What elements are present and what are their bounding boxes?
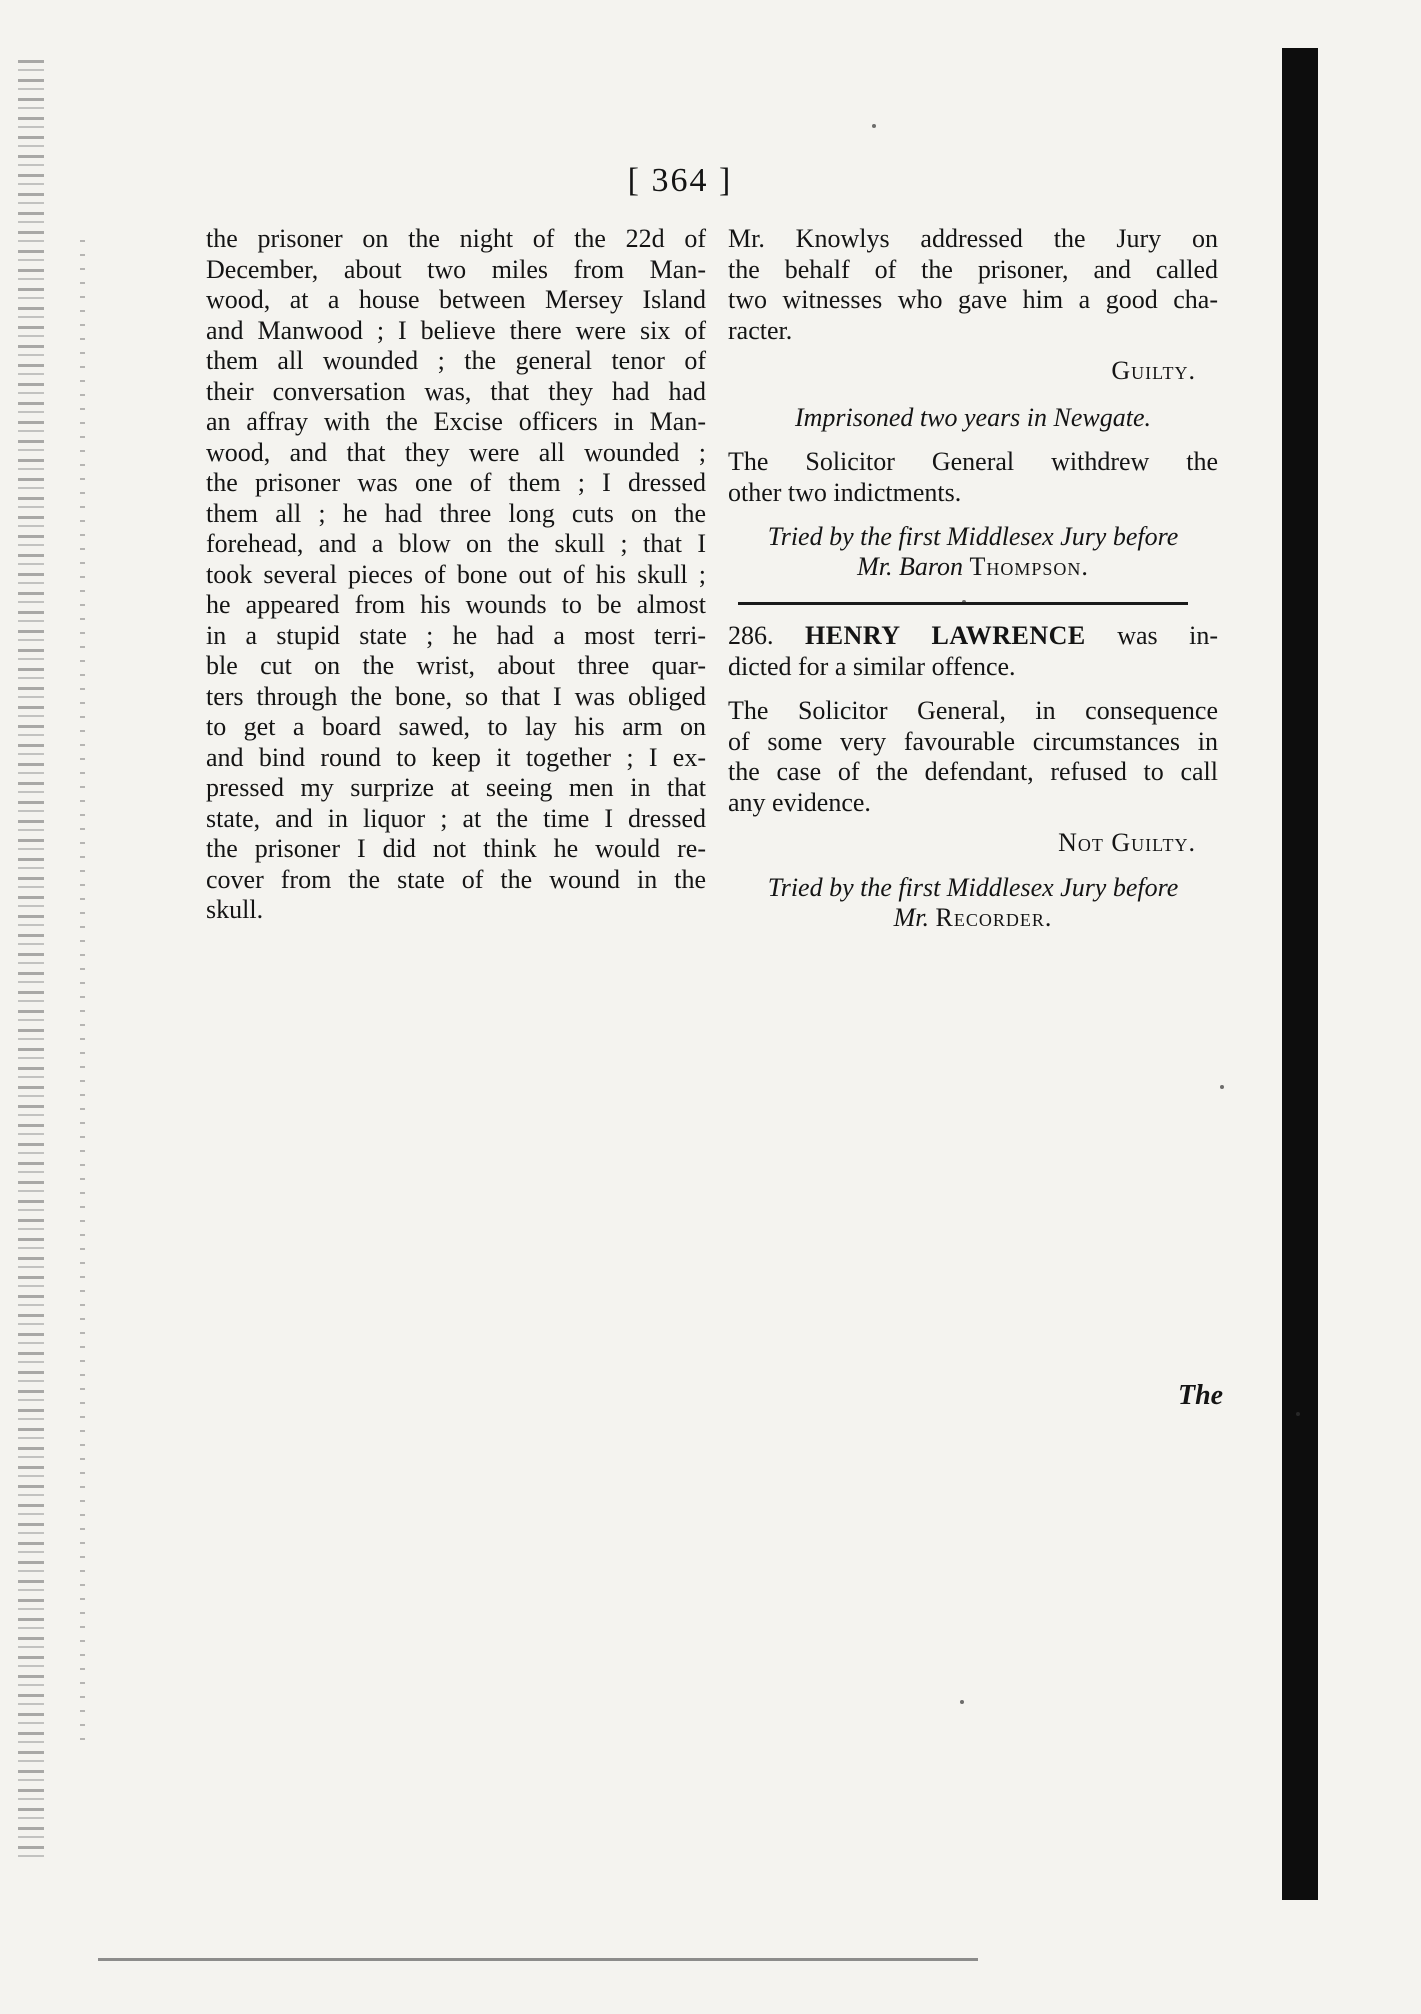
case-heading-line	[728, 621, 1218, 652]
text-line: two witnesses who gave him a good cha-	[728, 285, 1218, 314]
judge-title: Mr.	[893, 902, 930, 932]
text-line: them all ; he had three long cuts on the	[206, 498, 706, 528]
judge-title: Mr. Baron	[857, 552, 964, 581]
text-line: the prisoner was one of them ; I dressed	[206, 468, 706, 497]
text-line: to get a board sawed, to lay his arm on	[206, 712, 706, 741]
text-line: racter.	[728, 315, 793, 345]
text-line: any evidence.	[728, 787, 871, 817]
tried-line: Tried by the first Middlesex Jury before	[767, 522, 1179, 551]
page-speck	[1296, 1412, 1300, 1416]
text-line: in a stupid state ; he had a most terri-	[206, 620, 706, 650]
defendant-name: HENRY LAWRENCE	[804, 621, 1086, 650]
catchword: The	[1178, 1380, 1224, 1411]
tried-line: Tried by the first Middlesex Jury before	[767, 872, 1179, 902]
text-line: ters through the bone, so that I was obliged	[206, 681, 706, 711]
page-bottom-rule	[98, 1958, 978, 1961]
solicitor-paragraph	[728, 696, 1218, 818]
text-line: the case of the defendant, refused to call	[728, 757, 1218, 786]
text-line: state, and in liquor ; at the time I dressed	[206, 803, 706, 833]
tried-line	[728, 903, 1218, 933]
left-column	[206, 224, 706, 926]
text-line: wood, at a house between Mersey Island	[206, 285, 706, 314]
verdict-not-guilty: Not Guilty.	[1058, 828, 1196, 857]
verdict-guilty: Guilty.	[1111, 356, 1196, 385]
withdrawal-paragraph	[728, 447, 1218, 508]
section-divider	[738, 602, 1188, 605]
testimony-paragraph	[206, 224, 706, 926]
text-line: skull.	[206, 895, 264, 924]
text-line: forehead, and a blow on the skull ; that I	[206, 529, 706, 558]
page-speck	[872, 124, 876, 128]
text-line: Mr. Knowlys addressed the Jury on	[728, 224, 1218, 253]
text-line: of some very favourable circumstances in	[728, 726, 1218, 756]
page-speck	[960, 1700, 964, 1704]
page-number: [ 364 ]	[627, 162, 733, 199]
tried-by-note	[728, 522, 1218, 582]
text-line: took several pieces of bone out of his skull ;	[206, 559, 706, 589]
judge-name: Recorder.	[935, 902, 1053, 932]
text-line: the prisoner on the night of the 22d of	[206, 224, 706, 253]
case-heading	[728, 621, 1218, 682]
tried-line	[728, 552, 1218, 582]
case-heading-rest: was in-	[1085, 621, 1219, 650]
right-column	[728, 224, 1218, 933]
text-line: an affray with the Excise officers in Man-	[206, 407, 706, 436]
page-speck	[1220, 1085, 1224, 1089]
judge-name: Thompson.	[969, 552, 1089, 581]
text-line: and Manwood ; I believe there were six of	[206, 315, 706, 345]
text-line: pressed my surprize at seeing men in that	[206, 773, 706, 802]
text-line: he appeared from his wounds to be almost	[206, 590, 706, 619]
text-line: The Solicitor General, in consequence	[728, 696, 1218, 725]
text-line: them all wounded ; the general tenor of	[206, 346, 706, 375]
page-margin-marks	[80, 240, 85, 1740]
tried-by-note	[728, 873, 1218, 933]
text-line: the prisoner I did not think he would re-	[206, 834, 706, 863]
text-line: The Solicitor General withdrew the	[728, 447, 1218, 476]
defense-paragraph	[728, 224, 1218, 346]
text-line: the behalf of the prisoner, and called	[728, 254, 1218, 284]
text-line: ble cut on the wrist, about three quar-	[206, 651, 706, 680]
case-number: 286.	[728, 621, 774, 650]
text-line: and bind round to keep it together ; I ex-	[206, 742, 706, 772]
sentence-text: Imprisoned two years in Newgate.	[794, 402, 1152, 432]
page-binding-edge	[18, 60, 44, 1860]
text-line: wood, and that they were all wounded ;	[206, 437, 706, 467]
text-line: cover from the state of the wound in the	[206, 864, 706, 894]
text-line: other two indictments.	[728, 477, 962, 507]
page-right-border	[1282, 48, 1318, 1900]
text-line: their conversation was, that they had had	[206, 376, 706, 406]
text-line: December, about two miles from Man-	[206, 254, 706, 284]
text-line: dicted for a similar offence.	[728, 651, 1016, 681]
